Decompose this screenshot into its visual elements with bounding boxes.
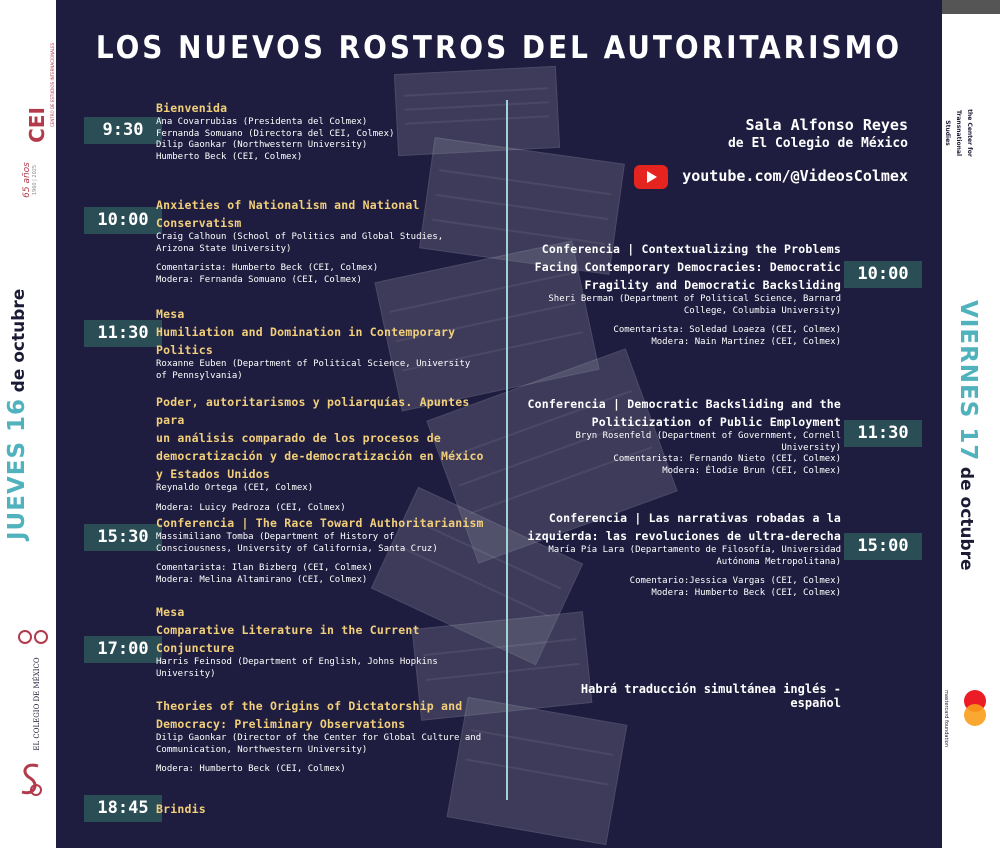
event-line: College, Columbia University): [683, 305, 841, 316]
event-heading: Facing Contemporary Democracies: Democratic: [534, 260, 841, 274]
tcft-logo-text: the Center for Transnational Studies: [944, 109, 973, 157]
event-heading: Bienvenida: [156, 101, 228, 115]
translation-note: Habrá traducción simultánea inglés - español: [580, 682, 841, 710]
time-slot: 9:30: [84, 117, 162, 144]
event-heading: Conservatism: [156, 216, 242, 230]
event-line: University): [156, 668, 216, 679]
event-block: [156, 603, 486, 680]
event-heading: Poder, autoritarismos y poliarquías. Apuntes para: [156, 395, 470, 427]
event-line: Comentarista: Fernando Nieto (CEI, Colmex): [613, 454, 841, 464]
event-block: [156, 514, 486, 586]
event-line: Autónoma Metropolitana): [716, 556, 841, 567]
event-line: Humberto Beck (CEI, Colmex): [156, 151, 303, 162]
event-heading: Conferencia | The Race Toward Authoritarianism: [156, 516, 484, 530]
event-heading: Politicization of Public Employment: [591, 415, 841, 429]
event-block: [526, 509, 841, 599]
anniversary-text: 65 años: [22, 162, 32, 198]
cei-logo-text: CEI: [25, 107, 49, 143]
poster-background: [56, 0, 942, 848]
event-heading: Democracy: Preliminary Observations: [156, 717, 406, 731]
event-block: [156, 800, 486, 818]
event-line: Massimiliano Tomba (Department of History of: [156, 532, 395, 542]
event-line: Comentario:Jessica Vargas (CEI, Colmex): [629, 576, 841, 586]
venue: [656, 115, 908, 153]
friday-weekday: VIERNES 17: [955, 300, 981, 462]
time-slot: 15:30: [84, 524, 162, 551]
time-slot: 10:00: [84, 207, 162, 234]
event-heading: Humiliation and Domination in Contemporary: [156, 325, 456, 339]
anniversary-years: 1960 | 2025: [32, 164, 38, 196]
event-line: University): [781, 442, 841, 453]
event-heading: Theories of the Origins of Dictatorship and: [156, 699, 463, 713]
event-line: María Pía Lara (Departamento de Filosofía, Universidad: [548, 545, 841, 555]
event-heading: Conjuncture: [156, 641, 235, 655]
event-line: Comentarista: Soledad Loaeza (CEI, Colmex): [613, 325, 841, 335]
cei-subtitle: CENTRO DE ESTUDIOS INTERNACIONALES: [50, 42, 55, 127]
event-line: Modera: Humberto Beck (CEI, Colmex): [156, 764, 346, 774]
event-line: Comentarista: Ilan Bizberg (CEI, Colmex): [156, 563, 373, 573]
event-block: [156, 697, 486, 776]
event-line: Dilip Gaonkar (Northwestern University): [156, 140, 368, 150]
event-line: Sheri Berman (Department of Political Science, Barnard: [548, 294, 841, 304]
event-heading: izquierda: las revoluciones de ultra-derecha: [527, 529, 841, 543]
event-line: Bryn Rosenfeld (Department of Government, Cornell: [575, 431, 841, 441]
event-heading: y Estados Unidos: [156, 467, 270, 481]
event-line: Modera: Nain Martínez (CEI, Colmex): [651, 336, 841, 347]
event-block: [156, 99, 486, 163]
event-line: of Pennsylvania): [156, 370, 243, 381]
event-heading: Fragility and Democratic Backsliding: [584, 278, 841, 292]
venue-line2: de El Colegio de México: [727, 136, 908, 151]
event-line: Craig Calhoun (School of Politics and Global Studies,: [156, 232, 444, 242]
event-line: Fernanda Somuano (Directora del CEI, Colmex): [156, 128, 395, 139]
anniversary-logo: [22, 150, 52, 210]
event-heading: Brindis: [156, 802, 206, 816]
page-title: LOS NUEVOS ROSTROS DEL AUTORITARISMO: [95, 30, 903, 66]
event-block: [526, 395, 841, 477]
sc-logo: [16, 760, 46, 800]
time-slot: 15:00: [844, 533, 922, 560]
event-line: Modera: Élodie Brun (CEI, Colmex): [662, 465, 841, 476]
center-divider: [506, 100, 508, 800]
event-heading: Conferencia | Las narrativas robadas a la: [548, 511, 841, 525]
event-line: Ana Covarrubias (Presidenta del Colmex): [156, 117, 368, 127]
event-line: Reynaldo Ortega (CEI, Colmex): [156, 483, 314, 493]
venue-line1: Sala Alfonso Reyes: [745, 116, 908, 134]
event-line: Harris Feinsod (Department of English, Johns Hopkins: [156, 657, 438, 667]
event-line: Consciousness, University of California, Santa Cruz): [156, 543, 438, 554]
event-heading: Mesa: [156, 307, 185, 321]
event-line: Comentarista: Humberto Beck (CEI, Colmex): [156, 263, 379, 273]
event-line: Modera: Melina Altamirano (CEI, Colmex): [156, 574, 368, 585]
time-slot: 18:45: [84, 795, 162, 822]
event-heading: Conferencia | Contextualizing the Problems: [541, 242, 841, 256]
event-heading: Mesa: [156, 605, 185, 619]
tcft-logo: [944, 98, 977, 168]
event-line: Roxanne Euben (Department of Political Science, University: [156, 359, 471, 369]
event-line: Communication, Northwestern University): [156, 744, 368, 755]
event-block: [526, 240, 841, 348]
friday-month: de octubre: [956, 466, 976, 571]
thursday-weekday: JUEVES 16: [4, 397, 30, 540]
mastercard-logo-text: mastercard foundation: [943, 690, 949, 748]
event-heading: democratización y de-democratización en México: [156, 449, 484, 463]
event-heading: Conferencia | Democratic Backsliding and the: [527, 397, 841, 411]
event-block: [156, 305, 486, 382]
youtube-handle: youtube.com/@VideosColmex: [682, 167, 908, 185]
youtube-link[interactable]: [634, 163, 908, 191]
right-top-bar: [942, 0, 1000, 14]
youtube-icon: [634, 165, 668, 189]
event-line: Modera: Fernanda Somuano (CEI, Colmex): [156, 274, 362, 285]
event-block: [156, 393, 486, 514]
event-line: Dilip Gaonkar (Director of the Center for Global Culture and: [156, 733, 482, 743]
thursday-month: de octubre: [9, 288, 29, 393]
time-slot: 17:00: [84, 636, 162, 663]
event-heading: un análisis comparado de los procesos de: [156, 431, 441, 445]
mastercard-logo: [943, 690, 994, 748]
colmex-logo-text: EL COLEGIO DE MÉXICO: [33, 657, 41, 751]
event-block: [156, 196, 486, 286]
event-line: Modera: Humberto Beck (CEI, Colmex): [651, 587, 841, 598]
event-heading: Anxieties of Nationalism and National: [156, 198, 420, 212]
time-slot: 11:30: [84, 320, 162, 347]
event-heading: Comparative Literature in the Current: [156, 623, 420, 637]
time-slot: 11:30: [844, 420, 922, 447]
event-heading: Politics: [156, 343, 213, 357]
event-line: Modera: Luicy Pedroza (CEI, Colmex): [156, 502, 346, 513]
colmex-logo: [18, 630, 48, 750]
event-line: Arizona State University): [156, 243, 292, 254]
time-slot: 10:00: [844, 261, 922, 288]
